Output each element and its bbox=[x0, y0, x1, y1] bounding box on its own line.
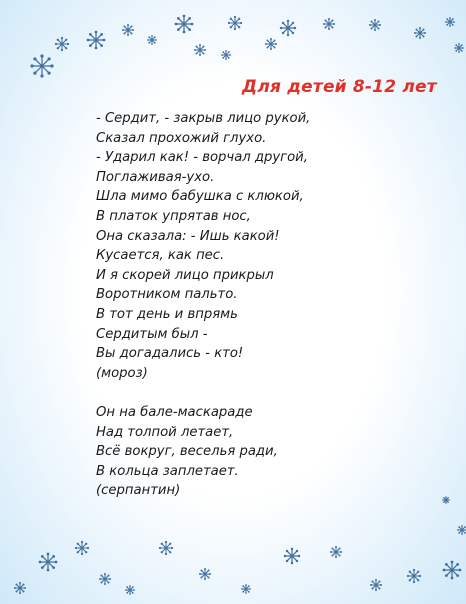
snowflake-icon bbox=[98, 572, 112, 586]
snowflake-icon bbox=[444, 16, 456, 28]
snowflake-icon bbox=[174, 14, 194, 34]
snowflake-icon bbox=[279, 19, 297, 37]
poem-line: - Ударил как! - ворчал другой, bbox=[96, 150, 308, 166]
poem-text bbox=[96, 109, 396, 501]
riddle-answer: (мороз) bbox=[96, 365, 148, 381]
riddle-2 bbox=[96, 403, 396, 501]
snowflake-icon bbox=[13, 581, 27, 595]
poem-line: Поглаживая-ухо. bbox=[96, 169, 215, 185]
snowflake-icon bbox=[413, 26, 427, 40]
poem-line: Сердитым был - bbox=[96, 326, 208, 342]
snowflake-icon bbox=[322, 17, 336, 31]
poem-line: И я скорей лицо прикрыл bbox=[96, 267, 274, 283]
snowflake-icon bbox=[453, 42, 465, 54]
riddle-1 bbox=[96, 109, 396, 383]
poem-line: Всё вокруг, веселья ради, bbox=[96, 444, 278, 460]
poem-line: Кусается, как пес. bbox=[96, 248, 225, 264]
snowflake-icon bbox=[86, 30, 106, 50]
snowflake-icon bbox=[193, 43, 207, 57]
snowflake-icon bbox=[220, 49, 232, 61]
snowflake-icon bbox=[146, 34, 158, 46]
snowflake-icon bbox=[121, 23, 135, 37]
stanza-gap bbox=[96, 383, 396, 403]
snowflake-icon bbox=[54, 36, 70, 52]
riddle-answer: (серпантин) bbox=[96, 483, 181, 499]
snowflake-icon bbox=[368, 18, 382, 32]
snowflake-icon bbox=[240, 583, 252, 595]
snowflake-icon bbox=[369, 578, 383, 592]
snowflake-icon bbox=[283, 547, 301, 565]
snowflake-icon bbox=[329, 545, 343, 559]
snowflake-icon bbox=[124, 584, 136, 596]
snowflake-icon bbox=[406, 568, 422, 584]
snowflake-icon bbox=[264, 37, 278, 51]
poem-line: Сказал прохожий глухо. bbox=[96, 130, 267, 146]
poem-line: Шла мимо бабушка с клюкой, bbox=[96, 189, 304, 205]
poem-line: Над толпой летает, bbox=[96, 424, 234, 440]
snowflake-icon bbox=[441, 495, 451, 505]
snowflake-icon bbox=[198, 567, 212, 581]
poem-line: Она сказала: - Ишь какой! bbox=[96, 228, 280, 244]
snowflake-icon bbox=[38, 552, 58, 572]
poem-line: Вы догадались - кто! bbox=[96, 346, 244, 362]
poem-line: Воротником пальто. bbox=[96, 287, 238, 303]
snowflake-icon bbox=[158, 540, 174, 556]
poem-line: В кольца заплетает. bbox=[96, 463, 239, 479]
snowflake-icon bbox=[74, 540, 90, 556]
snowflake-icon bbox=[227, 15, 243, 31]
page-title: Для детей 8-12 лет bbox=[242, 77, 437, 97]
poem-line: - Сердит, - закрыв лицо рукой, bbox=[96, 111, 311, 126]
poem-line: В платок упрятав нос, bbox=[96, 208, 251, 224]
poem-line: В тот день и впрямь bbox=[96, 306, 238, 322]
poem-line: Он на бале-маскараде bbox=[96, 404, 253, 420]
snowflake-icon bbox=[442, 560, 462, 580]
snowflake-icon bbox=[456, 524, 466, 536]
snowflake-icon bbox=[30, 54, 54, 78]
